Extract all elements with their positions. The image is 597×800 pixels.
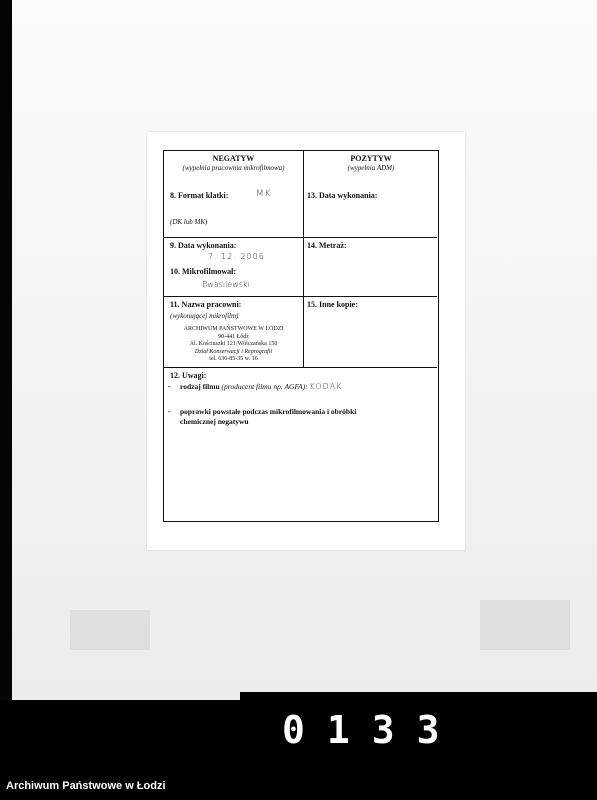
stamp-line: 90-441 Łódź (218, 333, 249, 340)
row-divider (164, 367, 437, 368)
bullet-1-label: rodzaj filmu (180, 382, 220, 391)
field-8-value: MK (256, 189, 272, 199)
field-15-label: 15. Inne kopie: (307, 300, 358, 309)
bullet-2 (180, 407, 356, 427)
row-divider (164, 296, 437, 297)
pozytyw-subtitle: (wypełnia ADM) (347, 164, 395, 172)
bullet-2-line: poprawki powstałe podczas mikrofilmowania i obróbki (180, 407, 357, 416)
field-12-label: 12. Uwagi: (170, 371, 207, 380)
field-11-label: 11. Nazwa pracowni: (170, 300, 242, 309)
bullet-dash: - (168, 382, 171, 391)
field-8-hint: (DK lub MK) (170, 218, 208, 226)
bullet-2-line: chemicznej negatywu (180, 417, 249, 426)
field-9-value: 7. 12. 2006 (208, 252, 265, 261)
bullet-1 (180, 382, 342, 391)
microfilm-form (163, 150, 439, 522)
bullet-1-value: KODAK (309, 382, 343, 391)
field-9-label: 9. Data wykonania: (170, 241, 237, 250)
bullet-1-hint: (producent filmu np. AGFA): (221, 382, 308, 391)
field-8-label: 8. Format klatki: (170, 191, 229, 200)
column-divider (303, 151, 304, 367)
field-14-label: 14. Metraż: (307, 241, 347, 250)
negatyw-title: NEGATYW (212, 154, 255, 163)
film-edge (0, 0, 12, 700)
archive-stamp (164, 326, 303, 364)
stamp-line: tel. 636-85-35 w. 16 (209, 356, 258, 362)
stamp-line: Dział Konserwacji i Reprografii (194, 348, 273, 355)
negatyw-subtitle: (wypełnia pracownia mikrofilmowa) (182, 164, 285, 172)
bullet-dash: - (168, 407, 171, 416)
film-smudge (480, 600, 570, 650)
field-13-label: 13. Data wykonania: (307, 191, 378, 200)
frame-counter: 0133 (282, 708, 462, 752)
archive-footer-label: Archiwum Państwowe w Łodzi (6, 780, 166, 792)
field-11-hint: (wykonującej mikrofilm) (170, 312, 239, 320)
pozytyw-title: POZYTYW (350, 154, 392, 163)
field-10-value: Bwasilewski (202, 280, 250, 289)
row-divider (164, 237, 437, 238)
field-10-label: 10. Mikrofilmował: (170, 267, 237, 276)
film-smudge (70, 610, 150, 650)
stamp-line: Al. Kościuszki 121/Wólczańska 150 (189, 341, 278, 347)
stamp-line: ARCHIWUM PAŃSTWOWE W ŁODZI (183, 326, 284, 332)
